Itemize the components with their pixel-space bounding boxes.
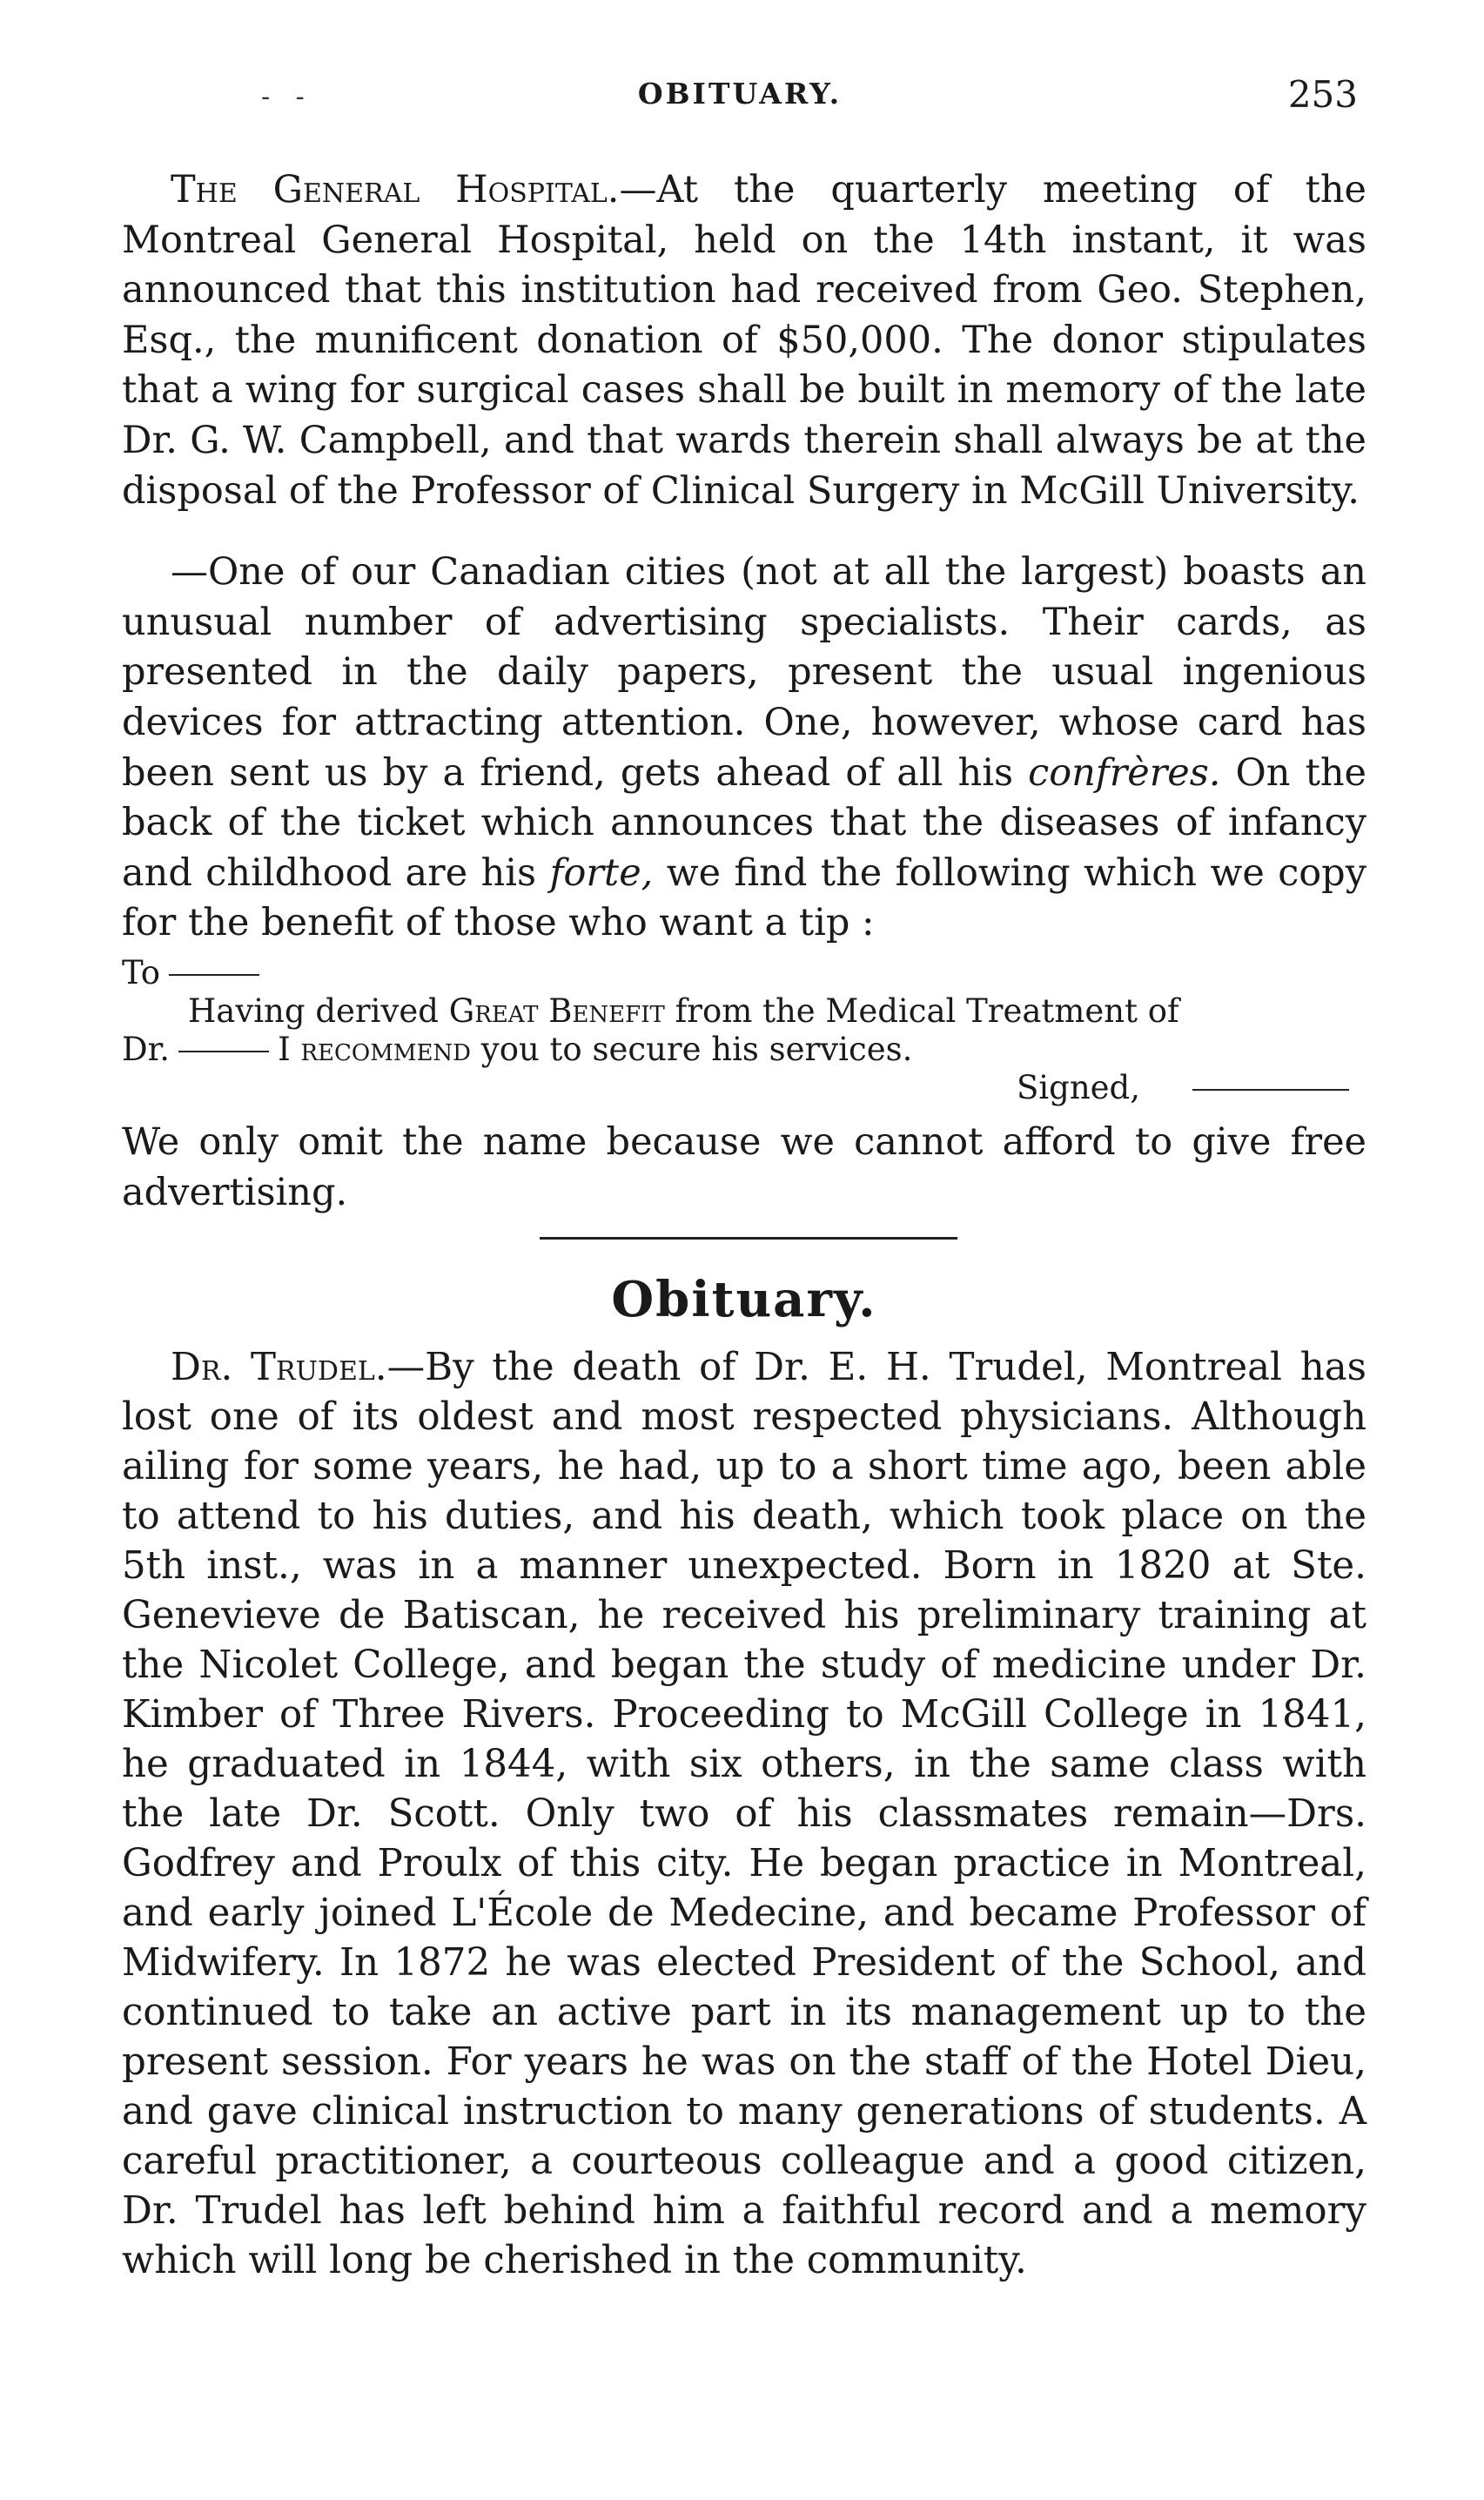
advertising-italic-forte: forte, [549,850,654,895]
card-recommend: I recommend [278,1030,472,1068]
card-to-line [122,954,1366,992]
card-signed-line [122,1069,1366,1107]
advertising-card [122,954,1366,1107]
obituary-heading: Obituary. [611,1271,877,1329]
body-text [122,165,1366,2286]
card-signed-label: Signed, [1016,1068,1140,1106]
card-great-benefit: Great Benefit [448,991,665,1030]
card-body-line1 [122,992,1366,1031]
hospital-text: —At the quarterly meeting of the Montreal General Hospital, held on the 14th instant, it was announced that this institution had received from Geo. Stephen, Esq., the munificent donation of $50,000. The donor stipulates that a wing for surgical cases shall be built in memory of the late Dr. G. W. Campbell, and that wards therein shall always be at the disposal of the Professor of Clinical Surgery in McGill University. [122,168,1366,513]
card-to-blank [169,974,259,976]
card-line2-end: you to secure his services. [471,1030,913,1068]
card-line1-start: Having derived [188,991,449,1030]
hospital-paragraph [122,165,1366,516]
closing-note: We only omit the name because we cannot afford to give free advertising. [122,1119,1366,1214]
section-divider [122,1218,1366,1253]
card-line1-end: from the Medical Treatment of [664,991,1179,1030]
running-head: OBITUARY. [637,77,843,111]
page-header [122,73,1358,129]
hospital-title: The General Hospital. [171,168,620,212]
obituary-text: —By the death of Dr. E. H. Trudel, Montreal has lost one of its oldest and most respected physicians. Although ailing for some years, he had, up to a short time ago, been able to attend to his duties, and his death, which took place on the 5th inst., was in a manner unexpected. Born in 1820 at Ste. Genevieve de Batiscan, he received his preliminary training at the Nicolet College, and began the study of medicine under Dr. Kimber of Three Rivers. Proceeding to McGill College in 1841, he graduated in 1844, with six others, in the same class with the late Dr. Scott. Only two of his classmates remain—Drs. Godfrey and Proulx of this city. He began practice in Montreal, and early joined L'École de Medecine, and became Professor of Midwifery. In 1872 he was elected President of the School, and continued to take an active part in its management up to the present session. For years he was on the staff of the Hotel Dieu, and gave clinical instruction to many generations of students. A careful practitioner, a courteous colleague and a good citizen, Dr. Trudel has left behind him a faithful record and a memory which will long be cherished in the community. [122,1345,1366,2282]
card-body-line2 [122,1031,1366,1069]
divider-rule [540,1237,957,1240]
card-dr-label: Dr. [122,1030,171,1068]
page-number: 253 [1287,73,1358,116]
card-to-label: To [122,953,161,991]
header-marks: - - [261,82,313,112]
card-signed-blank [1192,1089,1349,1091]
paragraph-gap [122,516,1366,548]
card-dr-blank [178,1051,269,1052]
obituary-title: Dr. Trudel. [171,1345,387,1389]
advertising-text-1: —One of our Canadian cities (not at all the largest) boasts an unusual number of advertising specialists. Their cards, as presented in the daily papers, present the usual ingenious devices for attracting attention. One, however, whose card has been sent us by a friend, gets ahead of all his [122,550,1366,795]
advertising-paragraph [122,548,1366,949]
advertising-italic-confreres: confrères. [1028,750,1221,795]
advertising-text-2: On the back of the ticket which announces that the diseases of infancy and childhood are his [122,750,1366,895]
obituary-paragraph [122,1343,1366,2286]
advertising-text-3: we find the following which we copy for the benefit of those who want a tip : [122,850,1366,945]
